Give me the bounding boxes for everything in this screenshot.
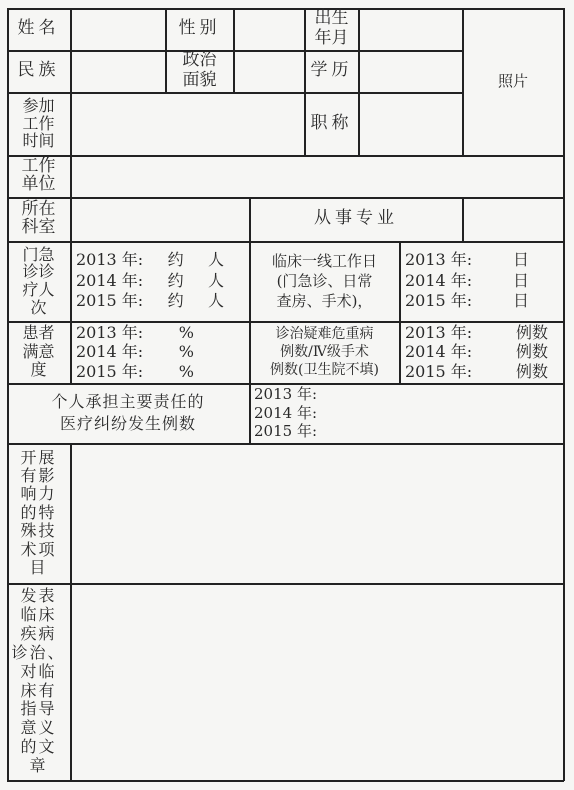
outpatient-row — [76, 250, 224, 271]
work-start-line: 参加 — [22, 96, 55, 116]
difficult-line: 例数(卫生院不填) — [270, 362, 379, 379]
tech-line: 响力 — [20, 484, 57, 504]
political-field[interactable] — [234, 50, 304, 92]
papers-line: 床有 — [20, 680, 57, 700]
dispute-line: 医疗纠纷发生例数 — [59, 414, 196, 433]
outpatient-line: 疗人 — [22, 280, 55, 299]
year-text: 2014 年: — [405, 270, 473, 290]
year-text: 2013 年: — [405, 323, 473, 343]
dispute-label — [7, 383, 249, 443]
title-field[interactable] — [359, 92, 462, 155]
difficult-row — [405, 342, 548, 361]
tech-line: 殊技 — [20, 521, 57, 541]
political-label-line: 面貌 — [182, 70, 217, 90]
unit-text: % — [178, 342, 194, 362]
dispute-values[interactable] — [254, 383, 454, 443]
year-text: 2014 年: — [405, 342, 473, 362]
tech-line: 开展 — [20, 447, 57, 467]
papers-line: 疾病 — [20, 623, 57, 643]
year-text: 2014 年: — [254, 403, 317, 422]
difficult-line: 例数/Ⅳ级手术 — [280, 343, 369, 360]
work-start-line: 时间 — [22, 131, 55, 151]
gender-label: 性别 — [178, 18, 221, 39]
year-text: 2013 年: — [76, 323, 144, 343]
outpatient-row — [76, 271, 224, 292]
papers-line: 发表 — [20, 586, 57, 606]
outpatient-label — [7, 241, 70, 321]
birth-label — [305, 8, 358, 50]
education-label: 学历 — [310, 60, 353, 81]
education-field[interactable] — [359, 50, 462, 92]
dept-label — [7, 197, 70, 241]
papers-line: 意义 — [20, 718, 57, 738]
year-text: 2015 年: — [405, 361, 473, 381]
unit-text: % — [178, 323, 194, 343]
work-start-line: 工作 — [22, 113, 55, 133]
rule — [399, 241, 401, 384]
difficult-row — [405, 362, 548, 381]
frontline-line: 临床一线工作日 — [271, 251, 377, 270]
tech-line: 术项 — [20, 539, 57, 559]
difficult-cases-label — [250, 321, 399, 383]
year-text: 2014 年: — [76, 270, 144, 290]
specialty-label: 从事专业 — [314, 208, 398, 229]
difficult-row — [405, 323, 548, 342]
papers-line: 的文 — [20, 737, 57, 757]
year-text: 2015 年: — [76, 291, 144, 311]
title-label: 职称 — [310, 112, 353, 133]
outpatient-values[interactable] — [76, 241, 224, 321]
papers-line: 诊治、 — [11, 642, 66, 662]
work-unit-line: 工作 — [21, 156, 56, 177]
name-field[interactable] — [71, 8, 165, 50]
name-label: 姓名 — [17, 18, 60, 39]
papers-line: 临床 — [20, 605, 57, 624]
unit-text: 日 — [512, 270, 529, 290]
satisfaction-row — [76, 362, 194, 381]
papers-line: 对临 — [20, 661, 57, 681]
satisfaction-label — [7, 321, 70, 383]
specialty-field[interactable] — [463, 197, 563, 241]
unit-text: 例数 — [515, 323, 548, 343]
work-start-label — [7, 92, 70, 155]
outpatient-line: 诊诊 — [22, 262, 55, 282]
year-text: 2015 年: — [254, 422, 317, 441]
tech-line: 目 — [29, 557, 48, 577]
border-right — [563, 8, 565, 781]
papers-line: 章 — [29, 756, 48, 775]
dispute-line: 个人承担主要责任的 — [51, 392, 205, 412]
political-label — [166, 50, 233, 92]
work-unit-field[interactable] — [71, 155, 563, 197]
tech-line: 有影 — [20, 466, 57, 486]
unit-text: 人 — [207, 291, 224, 311]
unit-text: 例数 — [515, 342, 548, 362]
work-unit-line: 单位 — [21, 174, 56, 194]
birth-label-line: 年月 — [314, 28, 349, 48]
satisfaction-line: 度 — [30, 360, 47, 380]
frontline-row — [405, 271, 529, 292]
dept-field[interactable] — [71, 197, 249, 241]
satisfaction-row — [76, 342, 194, 361]
papers-field[interactable] — [71, 583, 563, 780]
year-text: 2013 年: — [405, 249, 473, 269]
papers-label — [7, 583, 70, 780]
outpatient-line: 门急 — [22, 244, 55, 264]
ethnicity-label: 民族 — [17, 60, 60, 81]
dispute-row — [254, 385, 454, 404]
border-bottom — [7, 780, 564, 782]
frontline-line: (门急诊、日常 — [276, 271, 373, 290]
special-tech-label — [7, 443, 70, 583]
approx-text: 约 — [167, 291, 184, 311]
outpatient-line: 次 — [30, 297, 47, 317]
satisfaction-line: 患者 — [22, 323, 55, 343]
work-start-field[interactable] — [71, 92, 304, 155]
year-text: 2013 年: — [254, 384, 317, 403]
frontline-line: 查房、手术)， — [276, 292, 373, 311]
frontline-label — [250, 241, 399, 321]
year-text: 2015 年: — [405, 291, 473, 311]
unit-text: % — [178, 361, 194, 381]
outpatient-row — [76, 291, 224, 312]
difficult-line: 诊治疑难危重病 — [275, 325, 374, 342]
dept-line: 所在 — [21, 199, 56, 220]
year-text: 2013 年: — [76, 249, 144, 269]
frontline-row — [405, 250, 529, 271]
special-tech-field[interactable] — [71, 443, 563, 583]
satisfaction-row — [76, 323, 194, 342]
satisfaction-values[interactable] — [76, 321, 194, 383]
approx-text: 约 — [167, 270, 184, 290]
approx-text: 约 — [167, 249, 184, 269]
tech-line: 的特 — [20, 502, 57, 522]
frontline-row — [405, 291, 529, 312]
gender-field[interactable] — [234, 8, 304, 50]
papers-line: 指导 — [20, 699, 57, 719]
unit-text: 日 — [512, 291, 529, 311]
photo-label: 照片 — [497, 71, 528, 90]
dispute-row — [254, 422, 454, 441]
year-text: 2015 年: — [76, 361, 144, 381]
difficult-values[interactable] — [405, 321, 548, 383]
satisfaction-line: 满意 — [22, 341, 55, 361]
frontline-values[interactable] — [405, 241, 529, 321]
unit-text: 日 — [512, 249, 529, 269]
photo-box[interactable] — [463, 8, 563, 155]
birth-field[interactable] — [359, 8, 462, 50]
unit-text: 例数 — [515, 361, 548, 381]
unit-text: 人 — [207, 270, 224, 290]
birth-label-line: 出生 — [314, 8, 349, 29]
year-text: 2014 年: — [76, 342, 144, 362]
dispute-row — [254, 404, 454, 423]
work-unit-label — [7, 155, 70, 197]
unit-text: 人 — [207, 249, 224, 269]
political-label-line: 政治 — [182, 50, 217, 71]
dept-line: 科室 — [21, 217, 56, 237]
ethnicity-field[interactable] — [71, 50, 165, 92]
